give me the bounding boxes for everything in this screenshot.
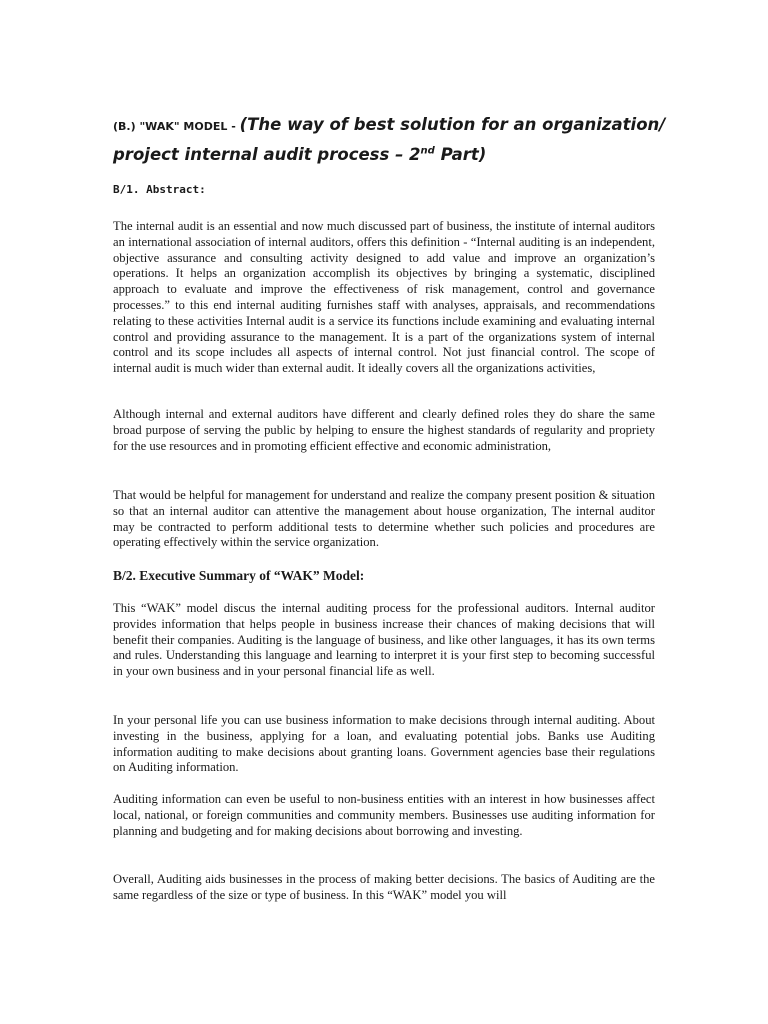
title-superscript: nd — [420, 145, 435, 157]
abstract-paragraph-2: Although internal and external auditors have different and clearly defined roles they do share the same broad purpose of serving the public by helping to ensure the highest standards of regularity and propriety for the use resources and in promoting efficient effective and economic administration, — [113, 407, 655, 453]
abstract-paragraph-3: That would be helpful for management for understand and realize the company present position & situation so that an internal auditor can attentive the management about house organization, The internal auditor may be contracted to perform additional tests to determine whether such policies and procedures are operating effectively within the service organization. — [113, 488, 655, 550]
summary-paragraph-1: This “WAK” model discus the internal auditing process for the professional auditors. Internal auditor provides information that helps people in business increase their chances of making decisions that will benefit their companies. Auditing is the language of business, and like other languages, it has its own terms and rules. Understanding this language and learning to interpret it is your first step to becoming successful in your own business and in your personal financial life as well. — [113, 601, 655, 679]
executive-summary-heading — [113, 568, 364, 584]
summary-paragraph-2: In your personal life you can use business information to make decisions through internal auditing. About investing in the business, applying for a loan, and evaluating potential jobs. Banks use Auditing information auditing to make decisions about granting loans. Government agencies base their regulations on Auditing information. — [113, 713, 655, 775]
executive-summary-heading-colon: : — [359, 568, 365, 583]
abstract-paragraph-1: The internal audit is an essential and now much discussed part of business, the institute of internal auditors an international association of internal auditors, offers this definition - “Internal auditing is an independent, objective assurance and consulting activity designed to add value and improve an organization’s operations. It helps an organization accomplish its objectives by bringing a systematic, disciplined approach to evaluate and improve the effectiveness of risk management, control and governance processes.” to this end internal auditing furnishes staff with analyses, appraisals, and recommendations relating to these activities Internal audit is a service its functions include examining and evaluating internal control and providing assurance to the management. It is a part of the organizations system of internal control and its scope includes all aspects of internal control. Not just financial control. The scope of internal audit is much wider than external audit. It ideally covers all the organizations activities, — [113, 219, 655, 376]
title-main-text: (The way of best solution for an organization/ project internal audit process – 2 — [113, 115, 666, 164]
summary-paragraph-4: Overall, Auditing aids businesses in the process of making better decisions. The basics of Auditing are the same regardless of the size or type of business. In this “WAK” model you will — [113, 872, 655, 902]
executive-summary-heading-text: B/2. Executive Summary of “WAK” Model — [113, 568, 360, 583]
summary-paragraph-3: Auditing information can even be useful to non-business entities with an interest in how businesses affect local, national, or foreign communities and community members. Businesses use auditing information for planning and budgeting and for making decisions about borrowing and investing. — [113, 792, 655, 838]
title-main-end: Part) — [434, 145, 487, 164]
abstract-heading: B/1. Abstract: — [113, 183, 206, 196]
document-title — [113, 108, 673, 166]
title-prefix: (B.) "WAK" MODEL - — [113, 120, 240, 133]
